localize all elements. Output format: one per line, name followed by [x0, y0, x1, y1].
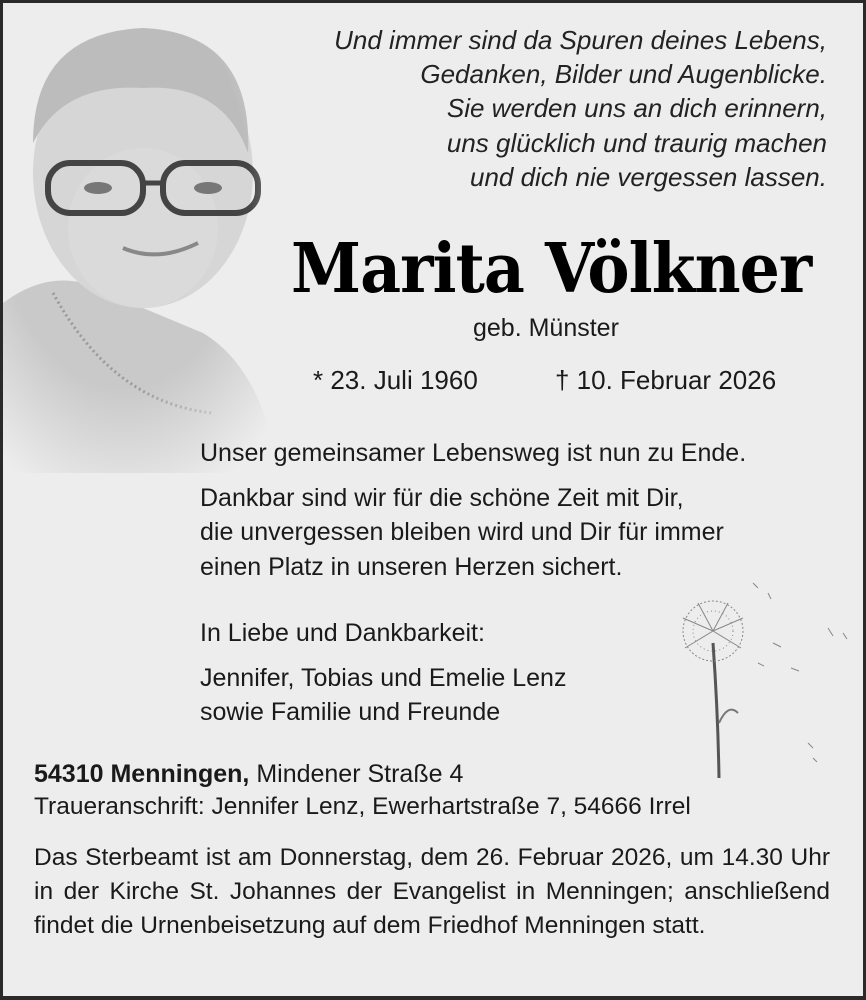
poem-line: Gedanken, Bilder und Augenblicke.: [420, 59, 827, 89]
poem-line: uns glücklich und traurig machen: [446, 128, 827, 158]
address-line: [34, 762, 463, 787]
message-line: einen Platz in unseren Herzen sichert.: [200, 553, 623, 581]
service-details: Das Sterbeamt ist am Donnerstag, dem 26. Februar 2026, um 14.30 Uhr in der Kirche St. Johannes der Evangelist in Menningen; anschließend findet die Urnenbeisetzung auf dem Friedhof Menningen statt.: [34, 844, 830, 939]
address-street: Mindener Straße 4: [256, 760, 464, 788]
poem-line: Sie werden uns an dich erinnern,: [446, 93, 827, 123]
message-line: die unvergessen bleiben wird und Dir für immer: [200, 518, 724, 546]
maiden-name: geb. Münster: [473, 314, 619, 342]
closing-line: In Liebe und Dankbarkeit:: [200, 619, 485, 647]
obituary-card: [3, 3, 863, 996]
mourner-line: sowie Familie und Freunde: [200, 698, 501, 726]
address-city: 54310 Menningen,: [34, 760, 250, 788]
dandelion-illustration: [673, 573, 863, 783]
portrait-photo: [3, 3, 303, 473]
deceased-name: Marita Völkner: [291, 229, 812, 309]
poem-line: und dich nie vergessen lassen.: [469, 162, 827, 192]
birth-date: * 23. Juli 1960: [313, 365, 478, 395]
mourning-address: Traueranschrift: Jennifer Lenz, Ewerhartstraße 7, 54666 Irrel: [34, 793, 691, 820]
mourner-line: Jennifer, Tobias und Emelie Lenz: [200, 664, 567, 692]
death-date: † 10. Februar 2026: [555, 365, 777, 395]
message-line: Unser gemeinsamer Lebensweg ist nun zu Ende.: [200, 439, 747, 467]
poem-line: Und immer sind da Spuren deines Lebens,: [334, 25, 827, 55]
message-line: Dankbar sind wir für die schöne Zeit mit Dir,: [200, 484, 684, 512]
